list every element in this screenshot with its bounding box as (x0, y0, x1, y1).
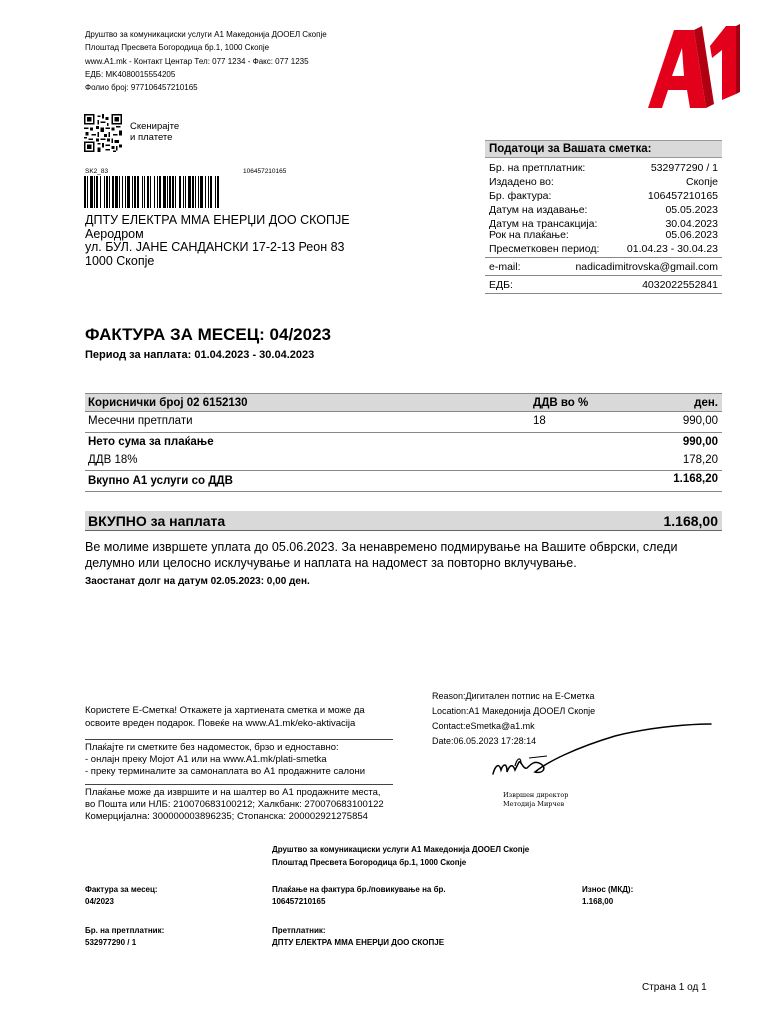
slip-month: Фактура за месец: 04/2023 (85, 885, 158, 906)
divider (485, 257, 722, 258)
account-row: Рок на плаќање: 05.06.2023 (489, 229, 718, 241)
digital-signature-info: Reason:Дигитален потпис на Е-Сметка Location:А1 Македонија ДООЕЛ Скопје Contact:eSmetka@a1.mk Date:06.05.2023 17:28:14 (432, 691, 596, 746)
page-number: Страна 1 од 1 (642, 982, 707, 993)
slip-amount: Износ (МКД): 1.168,00 (582, 885, 634, 906)
divider (485, 275, 722, 276)
account-row: Датум на издавање: 05.05.2023 (489, 204, 718, 216)
signer (503, 791, 568, 809)
account-row: Бр. на претплатник: 532977290 / 1 (489, 162, 718, 174)
slip-subscriber-number: Бр. на претплатник: 532977290 / 1 (85, 926, 165, 947)
a1-logo (640, 20, 740, 112)
company-contact: www.A1.mk - Контакт Центар Тел: 077 1234 - Факс: 077 1235 (85, 56, 309, 66)
table-row: Нето сума за плаќање 990,00 (88, 436, 718, 448)
account-info-title: Податоци за Вашата сметка: (485, 140, 722, 158)
account-row: Издадено во: Скопје (489, 176, 718, 188)
account-info-box (485, 140, 722, 296)
company-info (85, 28, 415, 94)
total-label: ВКУПНО за наплата (88, 513, 226, 529)
bank-accounts-note: Плаќање може да извршите и на шалтер во А1 продажните места, во Пошта или НЛБ: 210070683100212; Халкбанк: 270070683100122 Комерцијална: 300000003896235; Стопанска: 200002921275854 (85, 787, 384, 822)
account-row: Пресметковен период: 01.04.23 - 30.04.23 (489, 243, 718, 255)
slip-subscriber: Претплатник: ДПТУ ЕЛЕКТРА ММА ЕНЕРЏИ ДОО СКОПЈЕ (272, 926, 445, 947)
table-row: ДДВ 18% 178,20 (85, 451, 722, 471)
signer-role: Извршен директор (503, 791, 569, 799)
account-email-row: e-mail: nadicadimitrovska@gmail.com (489, 261, 718, 273)
divider (485, 293, 722, 294)
table-row: Месечни претплати 18 990,00 (85, 412, 722, 433)
billing-period: Период за наплата: 01.04.2023 - 30.04.2023 (85, 349, 315, 361)
payment-notice: Ве молиме извршете уплата до 05.06.2023. За ненавремено подмирување на Вашите обврски, следи делумно или целосно исклучување и наплата на надомест за повторно вклучување. (85, 540, 678, 570)
customer-address (85, 214, 350, 268)
handwritten-signature (455, 712, 715, 792)
barcode-left-code: SK2_83 (85, 168, 109, 175)
email-value: nadicadimitrovska@gmail.com (575, 261, 718, 273)
qr-code-icon (84, 114, 122, 152)
divider (85, 739, 393, 740)
company-folio: Фолио број: 977106457210165 (85, 83, 198, 93)
account-row: Датум на трансакција: 30.04.2023 (489, 218, 718, 230)
company-name: Друштво за комуникациски услуги А1 Македонија ДООЕЛ Скопје (85, 30, 327, 39)
divider (85, 784, 393, 785)
company-address: Плоштад Пресвета Богородица бр.1, 1000 Скопје (85, 43, 270, 53)
total-due (85, 511, 722, 531)
company-edb: ЕДБ: MK4080015554205 (85, 69, 176, 79)
barcode-icon (84, 176, 297, 208)
slip-company: Друштво за комуникациски услуги А1 Македонија ДООЕЛ Скопје Плоштад Пресвета Богородица бр.1, 1000 Скопје (272, 845, 530, 867)
services-table (85, 393, 722, 492)
customer-area: Аеродром (85, 226, 144, 241)
account-row: Бр. фактура: 106457210165 (489, 190, 718, 202)
table-header: Кориснички број 02 6152130 ДДВ во % ден. (85, 393, 722, 412)
account-edb-row: ЕДБ: 4032022552841 (489, 279, 718, 291)
total-value: 1.168,00 (663, 513, 718, 529)
customer-city: 1000 Скопје (85, 253, 155, 268)
table-row: Вкупно А1 услуги со ДДВ 1.168,20 (85, 471, 722, 492)
outstanding-debt: Заостанат долг на датум 02.05.2023: 0,00 ден. (85, 576, 310, 587)
customer-name: ДПТУ ЕЛЕКТРА ММА ЕНЕРЏИ ДОО СКОПЈЕ (85, 213, 350, 227)
slip-reference: Плаќање на фактура бр./повикување на бр. 106457210165 (272, 885, 446, 906)
invoice-title: ФАКТУРА ЗА МЕСЕЦ: 04/2023 (85, 325, 331, 344)
e-bill-note: Користете Е-Сметка! Откажете ја хартиената сметка и може да освоите вреден подарок. Повеќе на www.A1.mk/eko-aktivacija (85, 705, 365, 729)
payment-options-note: Плаќајте ги сметките без надоместок, брзо и едноставно: - онлајн преку Мојот А1 или на www.A1.mk/plati-smetka - преку терминалите за самонаплата во А1 продажните салони (85, 742, 365, 777)
barcode-right-code: 106457210165 (243, 168, 287, 175)
qr-label: Скенирајте и платете (130, 121, 180, 143)
signer-name: Методија Мирчев (503, 800, 565, 808)
customer-street: ул. БУЛ. ЈАНЕ САНДАНСКИ 17-2-13 Реон 83 (85, 240, 345, 254)
